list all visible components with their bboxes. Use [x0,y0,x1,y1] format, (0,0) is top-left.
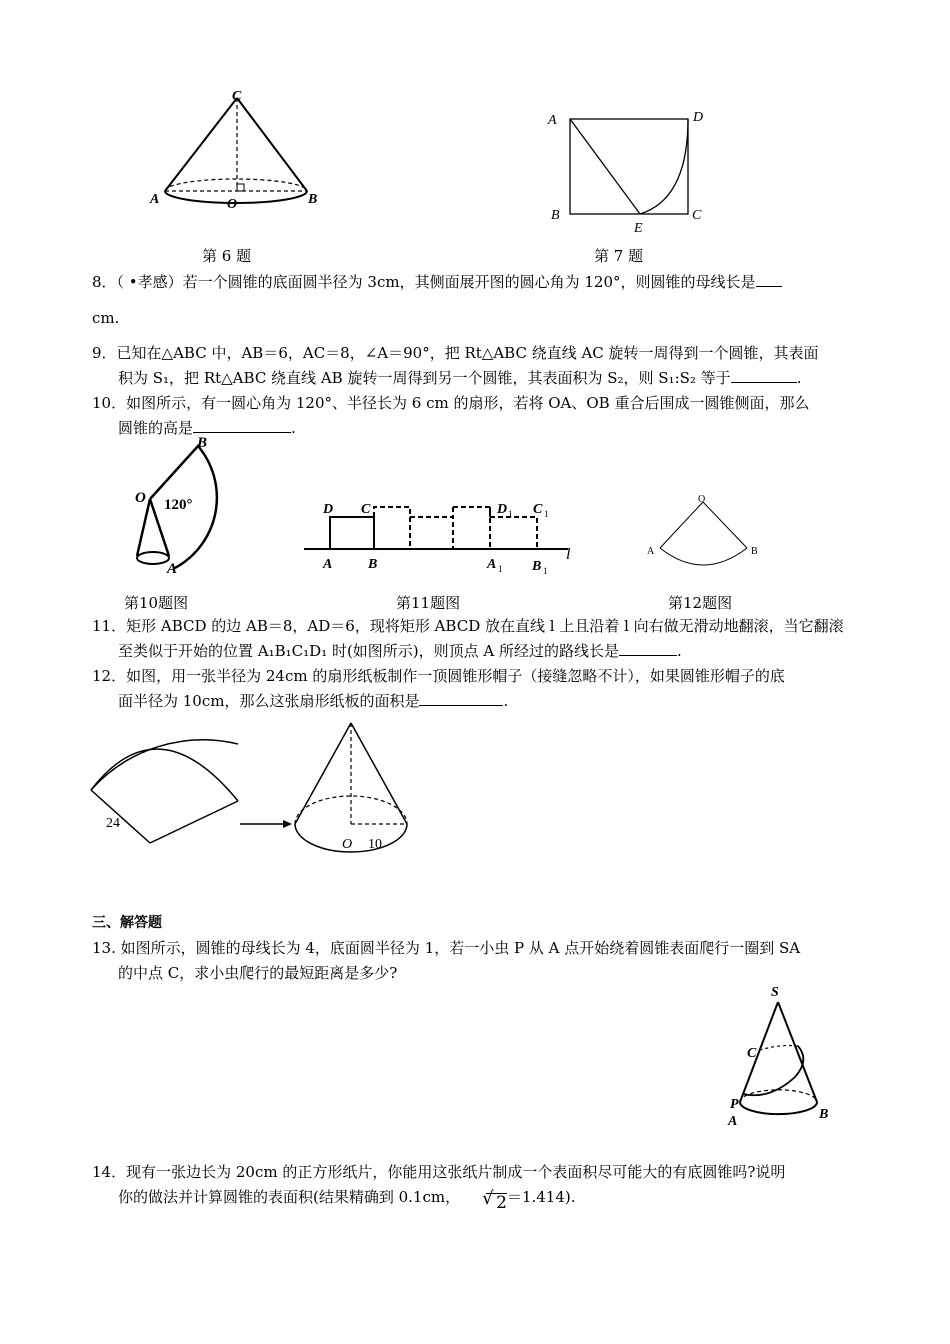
q12-period: . [503,692,509,710]
q9-line2: 积为 S₁，把 Rt△ABC 绕直线 AB 旋转一周得到另一个圆锥，其表面积为 S₂，则 S₁:S₂ 等于 [118,369,731,387]
fig12-label-b: B [751,546,758,557]
q14-line1: 14．现有一张边长为 20cm 的正方形纸片，你能用这张纸片制成一个表面积尽可能大的有底圆锥吗?说明 [92,1163,786,1181]
figure-13-cone-path [725,982,845,1132]
question-8-unit: cm. [92,309,120,327]
q12-fig-label-o: O [342,837,353,852]
q10-answer-blank[interactable] [193,418,291,433]
fig10-label-a: A [167,561,178,577]
q12-fig-label-10: 10 [368,837,382,852]
fig11-label-b: B [368,557,378,572]
fig11-label-a1: A [487,557,497,572]
q10-line1: 10．如图所示，有一圆心角为 120°、半径长为 6 cm 的扇形，若将 OA、OB 重合后围成一圆锥侧面，那么 [92,394,810,412]
fig10-label-b: B [197,435,208,451]
figure-6-cone [140,88,330,223]
question-11 [92,614,862,664]
figure-12-sector [640,490,770,570]
question-13 [92,936,862,986]
fig10-caption: 第10题图 [124,594,189,612]
fig11-sub-b1: 1 [543,566,548,576]
q12-fig-label-24: 24 [106,816,120,831]
q8-text: 8．（ •孝感）若一个圆锥的底面圆半径为 3cm，其侧面展开图的圆心角为 120°，则圆锥的母线长是 [92,273,756,291]
q10-period: . [291,419,296,437]
fig7-label-a: A [548,113,557,128]
fig7-label-c: C [692,208,702,223]
fig11-label-c: C [361,502,371,517]
fig12-label-o: O [698,494,706,505]
q11-answer-blank[interactable] [619,641,677,656]
q12-line1: 12．如图，用一张半径为 24cm 的扇形纸板制作一顶圆锥形帽子（接缝忽略不计），如果圆锥形帽子的底 [92,667,785,685]
fig13-label-a: A [728,1114,738,1129]
q9-period: . [796,369,802,387]
figure-11-rolling-rectangle [300,495,580,577]
fig7-label-e: E [634,221,643,236]
fig11-caption: 第11题图 [396,594,461,612]
q9-line1: 9．已知在△ABC 中，AB＝6，AC＝8，∠A＝90°，把 Rt△ABC 绕直线 AC 旋转一周得到一个圆锥，其表面 [92,344,819,362]
fig11-label-b1: B [532,559,542,574]
fig10-label-o: O [135,490,146,506]
sqrt-symbol: √ 2 [482,1188,507,1213]
question-14 [92,1160,862,1213]
fig10-label-angle: 120° [164,497,193,513]
question-8 [92,270,862,295]
fig12-caption: 第12题图 [668,594,733,612]
fig7-caption: 第 7 题 [594,247,644,265]
fig6-label-a: A [150,192,160,207]
fig11-sub-d1: 1 [508,509,513,519]
fig6-label-o: O [227,197,238,212]
q13-line2: 的中点 C，求小虫爬行的最短距离是多少? [118,964,398,982]
fig7-label-d: D [693,110,704,125]
fig11-sub-a1: 1 [498,564,503,574]
fig12-label-a: A [647,546,655,557]
sqrt-arg: 2 [496,1193,507,1213]
fig6-caption: 第 6 题 [202,247,252,265]
fig6-label-b: B [308,192,318,207]
q10-line2: 圆锥的高是 [118,419,194,437]
question-12 [92,664,862,714]
q8-answer-blank[interactable] [756,272,782,287]
q14-line2b: ＝1.414). [506,1188,576,1206]
figure-q12-sector-to-cone [88,708,428,868]
q11-period: . [677,642,682,660]
fig11-label-c1: C [533,502,543,517]
section-heading-solutions: 三、解答题 [92,915,162,931]
fig11-label-l: l [566,546,571,563]
fig13-label-p: P [730,1097,739,1112]
fig11-label-d1: D [497,502,508,517]
fig13-label-s: S [771,985,779,1000]
q11-line1: 11．矩形 ABCD 的边 AB＝8，AD＝6，现将矩形 ABCD 放在直线 l 上且沿着 l 向右做无滑动地翻滚，当它翻滚 [92,617,844,635]
q12-answer-blank[interactable] [419,691,503,706]
q11-line2: 至类似于开始的位置 A₁B₁C₁D₁ 时(如图所示)，则顶点 A 所经过的路线长是 [118,642,620,660]
fig11-sub-c1: 1 [544,509,549,519]
fig7-label-b: B [551,208,560,223]
q13-line1: 13. 如图所示，圆锥的母线长为 4，底面圆半径为 1，若一小虫 P 从 A 点开始绕着圆锥表面爬行一圈到 SA [92,939,801,957]
q9-answer-blank[interactable] [731,368,797,383]
question-9 [92,341,862,391]
fig11-label-a: A [323,557,333,572]
figure-7-rectangle [540,104,720,236]
q12-line2: 面半径为 10cm，那么这张扇形纸板的面积是 [118,692,420,710]
fig11-label-d: D [323,502,334,517]
fig6-label-c: C [232,89,242,104]
fig13-label-b: B [819,1107,829,1122]
q14-line2a: 你的做法并计算圆锥的表面积(结果精确到 0.1cm， [118,1188,461,1206]
figure-10-sector [125,434,235,579]
fig13-label-c: C [747,1046,757,1061]
